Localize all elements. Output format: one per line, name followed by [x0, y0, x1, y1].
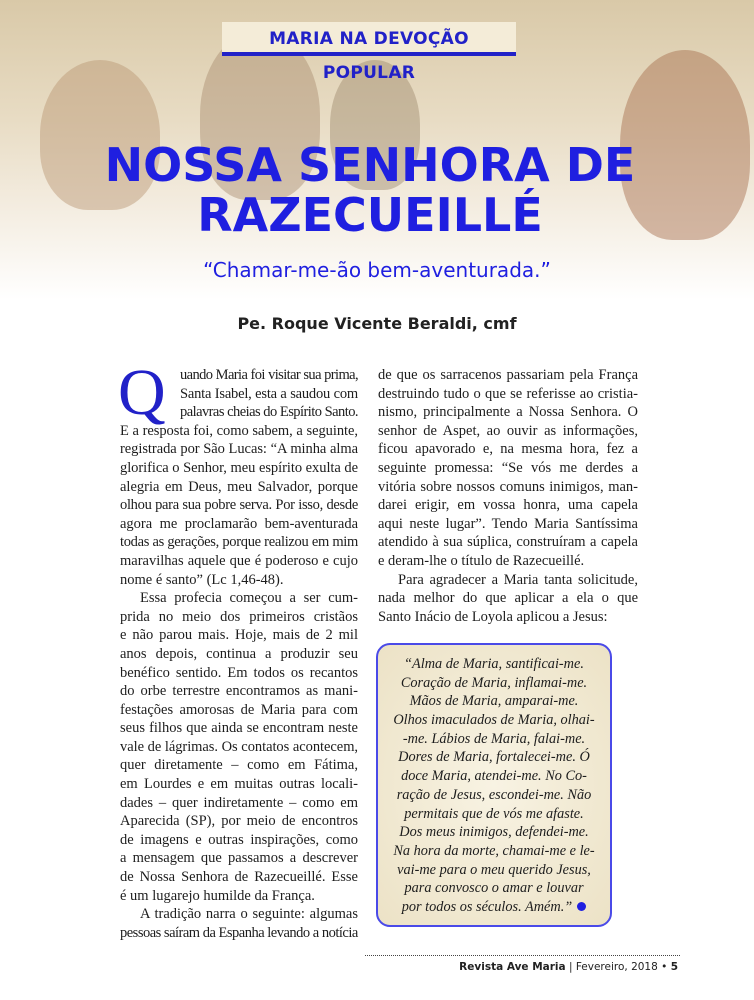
prayer-line: Coração de Maria, inflamai-me. — [400, 674, 588, 691]
prayer-line: ração de Jesus, escondei-me. Não — [396, 786, 592, 803]
text-line: nismo, principalmente a Nossa Senhora. O — [378, 404, 638, 421]
text-line: alegria em Deus, meu Salvador, porque — [120, 478, 358, 495]
prayer-box — [376, 643, 612, 927]
text-line: de que os sarracenos passariam pela França — [378, 367, 638, 383]
left-column — [118, 356, 358, 942]
magazine-name: Revista Ave Maria — [459, 961, 566, 973]
text-line: benéfico sentido. Em todos os recantos — [120, 664, 358, 681]
text-line: ficou apavorado e, na mesma hora, fez a — [378, 441, 638, 458]
text-line: vitória sobre nossos comuns inimigos, man- — [378, 478, 638, 495]
page-number: 5 — [670, 961, 678, 973]
end-mark-icon — [577, 902, 586, 911]
text-line: nada melhor do que aplicar a ela o que — [378, 590, 638, 607]
text-line: nome é santo” (Lc 1,46-48). — [120, 571, 284, 588]
text-line: a mensagem que passamos a descrever — [120, 850, 358, 867]
text-line: senhor de Aspet, ao ouvir as informações, — [378, 422, 638, 439]
text-line: pessoas saíram da Espanha levando a notícia — [120, 924, 358, 941]
text-line: e deram-lhe o título de Razecueillé. — [378, 552, 585, 569]
drop-cap: Q — [118, 356, 166, 429]
article-subtitle: “Chamar-me-ão bem-aventurada.” — [203, 258, 551, 282]
text-line: atendido à sua súplica, construíram a capela — [378, 534, 638, 551]
text-line: anos depois, continua a produzir seu — [120, 645, 358, 662]
text-line: todas as gerações, porque realizou em mim — [120, 534, 358, 551]
prayer-line: vai-me para o meu querido Jesus, — [397, 861, 591, 878]
footer-divider — [365, 955, 680, 956]
text-line: seus filhos que ainda se encontram neste — [120, 720, 358, 737]
prayer-line: por todos os séculos. Amém.” — [382, 898, 606, 917]
text-line: e não parou mais. Hoje, mais de 2 mil — [120, 627, 358, 644]
text-line: é um lugarejo humilde da França. — [120, 887, 315, 904]
text-line: prida no meio dos primeiros cristãos — [120, 608, 358, 625]
text-line: palavras cheias do Espírito Santo. — [180, 404, 358, 421]
text-line: vale de lágrimas. Os contatos acontecem, — [120, 738, 358, 755]
text-line: do orbe terrestre encontramos as mani- — [120, 683, 358, 700]
title-line: NOSSA SENHORA DE — [104, 138, 636, 192]
article-title — [60, 140, 680, 240]
text-line: destruindo tudo o que se referisse ao cristia- — [378, 385, 638, 402]
page-footer: Revista Ave Maria | Fevereiro, 2018 • 5 — [459, 961, 678, 973]
text-line: quer diretamente – como em Fátima, — [120, 757, 358, 774]
text-line: de imagens e outras inspirações, como — [120, 831, 358, 848]
section-kicker: MARIA NA DEVOÇÃO POPULAR — [222, 22, 516, 56]
text-line: E a resposta foi, como sabem, a seguinte, — [120, 422, 358, 439]
prayer-line: -me. Lábios de Maria, falai-me. — [402, 730, 586, 747]
text-line: de Nossa Senhora de Razecueillé. Esse — [120, 869, 358, 886]
article-author: Pe. Roque Vicente Beraldi, cmf — [237, 314, 517, 333]
right-column — [378, 366, 638, 626]
text-line: Para agradecer a Maria tanta solicitude, — [398, 571, 638, 588]
text-line: Santo Inácio de Loyola aplicou a Jesus: — [378, 608, 608, 625]
prayer-line: para convosco o amar e louvar — [404, 880, 584, 897]
text-line: aqui neste lugar”. Tendo Maria Santíssima — [378, 515, 638, 532]
prayer-line: doce Maria, atendei-me. No Co- — [401, 768, 587, 785]
prayer-line: “Alma de Maria, santificai-me. — [404, 656, 584, 672]
text-line: Essa profecia começou a ser cum- — [140, 590, 358, 607]
text-line: agora me proclamarão bem-aventurada — [120, 515, 358, 532]
text-line: A tradição narra o seguinte: algumas — [140, 906, 358, 923]
text-line: dades – quer indiretamente – como em — [120, 794, 358, 811]
text-line: Santa Isabel, esta a saudou com — [180, 385, 358, 402]
title-line: RAZECUEILLÉ — [197, 188, 543, 242]
text-line: uando Maria foi visitar sua prima, — [180, 367, 358, 383]
prayer-line: Na hora da morte, chamai-me e le- — [393, 842, 595, 859]
text-line: seguinte promessa: “Se vós me derdes a — [378, 459, 638, 476]
text-line: darei erigir, em vossa honra, uma capela — [378, 497, 638, 514]
text-line: festações amorosas de Maria para com — [120, 701, 358, 718]
prayer-line: Dos meus inimigos, defendei-me. — [399, 824, 589, 841]
text-line: em Lourdes e em muitas outras locali- — [120, 776, 358, 793]
prayer-line: Dores de Maria, fortalecei-me. Ó — [398, 749, 590, 766]
text-line: olhou para sua pobre serva. Por isso, desde — [120, 497, 358, 514]
text-line: maravilhas aquele que é poderoso e cujo — [120, 552, 358, 569]
issue-date: Fevereiro, 2018 — [575, 961, 658, 973]
text-line: registrada por São Lucas: “A minha alma — [120, 441, 358, 458]
text-line: Aparecida (SP), por meio de encontros — [120, 813, 358, 830]
text-line: glorifica o Senhor, meu espírito exulta de — [120, 459, 358, 476]
prayer-line: Mãos de Maria, amparai-me. — [409, 693, 579, 710]
prayer-line: Olhos imaculados de Maria, olhai- — [393, 712, 595, 729]
prayer-line: permitais que de vós me afaste. — [404, 805, 584, 822]
